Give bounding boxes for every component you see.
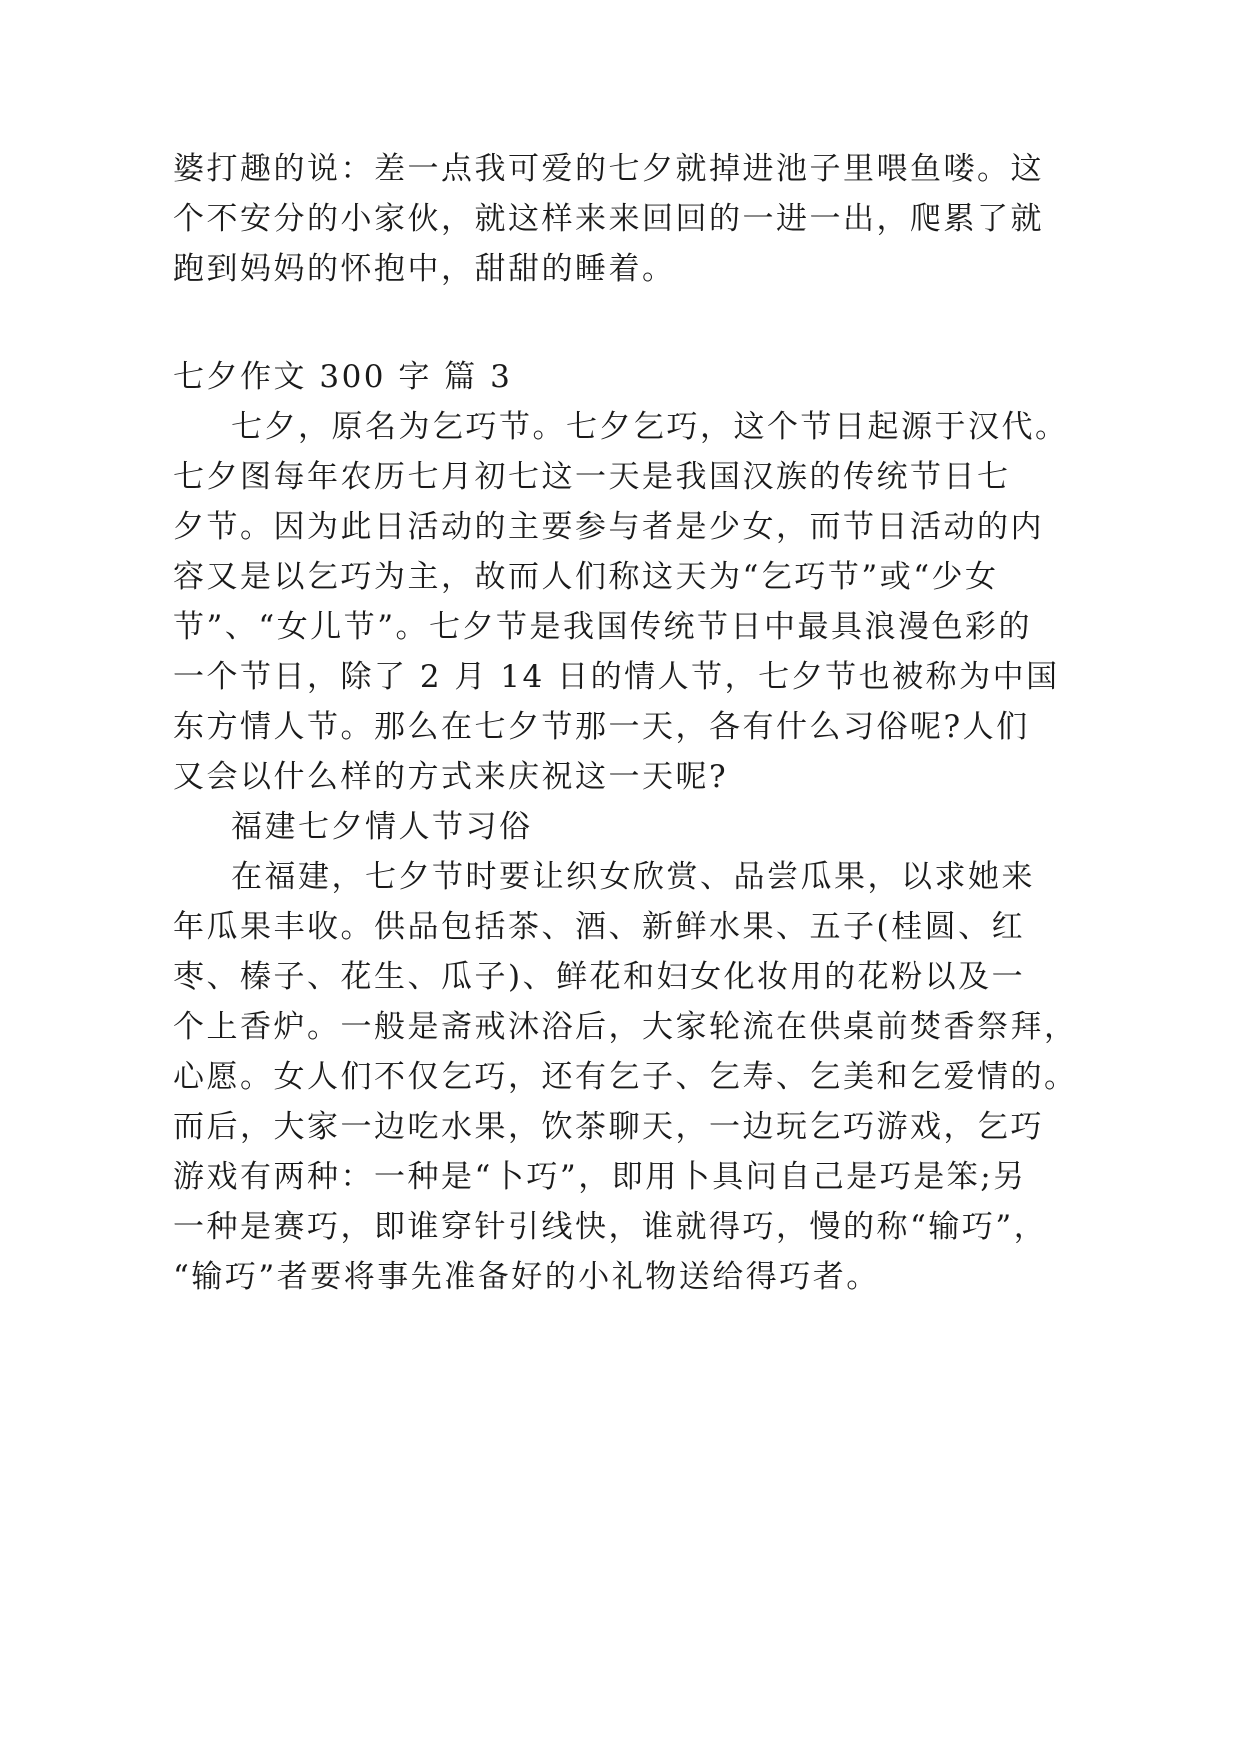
paragraph-line: 个上香炉。一般是斋戒沐浴后，大家轮流在供桌前焚香祭拜， bbox=[173, 1009, 1078, 1045]
paragraph-line: 一个节日，除了 2 月 14 日的情人节，七夕节也被称为中国 bbox=[173, 659, 1060, 695]
paragraph-line: “输巧”者要将事先准备好的小礼物送给得巧者。 bbox=[173, 1259, 880, 1295]
text-line: 跑到妈妈的怀抱中，甜甜的睡着。 bbox=[173, 251, 676, 287]
paragraph-line: 枣、榛子、花生、瓜子)、鲜花和妇女化妆用的花粉以及一 bbox=[173, 959, 1026, 995]
paragraph-line: 游戏有两种：一种是“卜巧”，即用卜具问自己是巧是笨;另 bbox=[173, 1159, 1027, 1195]
paragraph-line: 年瓜果丰收。供品包括茶、酒、新鲜水果、五子(桂圆、红 bbox=[173, 909, 1026, 945]
paragraph-line: 一种是赛巧，即谁穿针引线快，谁就得巧，慢的称“输巧”， bbox=[173, 1209, 1048, 1245]
paragraph-line: 又会以什么样的方式来庆祝这一天呢? bbox=[173, 759, 729, 795]
text-line: 婆打趣的说：差一点我可爱的七夕就掉进池子里喂鱼喽。这 bbox=[173, 151, 1044, 187]
paragraph-line: 而后，大家一边吃水果，饮茶聊天，一边玩乞巧游戏，乞巧 bbox=[173, 1109, 1044, 1145]
paragraph-line: 心愿。女人们不仅乞巧，还有乞子、乞寿、乞美和乞爱情的。 bbox=[173, 1059, 1078, 1095]
text-line: 个不安分的小家伙，就这样来来回回的一进一出，爬累了就 bbox=[173, 201, 1044, 237]
paragraph-line: 七夕，原名为乞巧节。七夕乞巧，这个节日起源于汉代。 bbox=[231, 409, 1069, 445]
paragraph-line: 七夕图每年农历七月初七这一天是我国汉族的传统节日七 bbox=[173, 459, 1011, 495]
paragraph-line: 容又是以乞巧为主，故而人们称这天为“乞巧节”或“少女 bbox=[173, 559, 999, 595]
paragraph-line: 夕节。因为此日活动的主要参与者是少女，而节日活动的内 bbox=[173, 509, 1044, 545]
subheading: 福建七夕情人节习俗 bbox=[231, 809, 533, 845]
paragraph-line: 在福建，七夕节时要让织女欣赏、品尝瓜果，以求她来 bbox=[231, 859, 1035, 895]
paragraph-line: 节”、“女儿节”。七夕节是我国传统节日中最具浪漫色彩的 bbox=[173, 609, 1033, 645]
section-title: 七夕作文 300 字 篇 3 bbox=[173, 359, 513, 395]
paragraph-line: 东方情人节。那么在七夕节那一天，各有什么习俗呢?人们 bbox=[173, 709, 1030, 745]
